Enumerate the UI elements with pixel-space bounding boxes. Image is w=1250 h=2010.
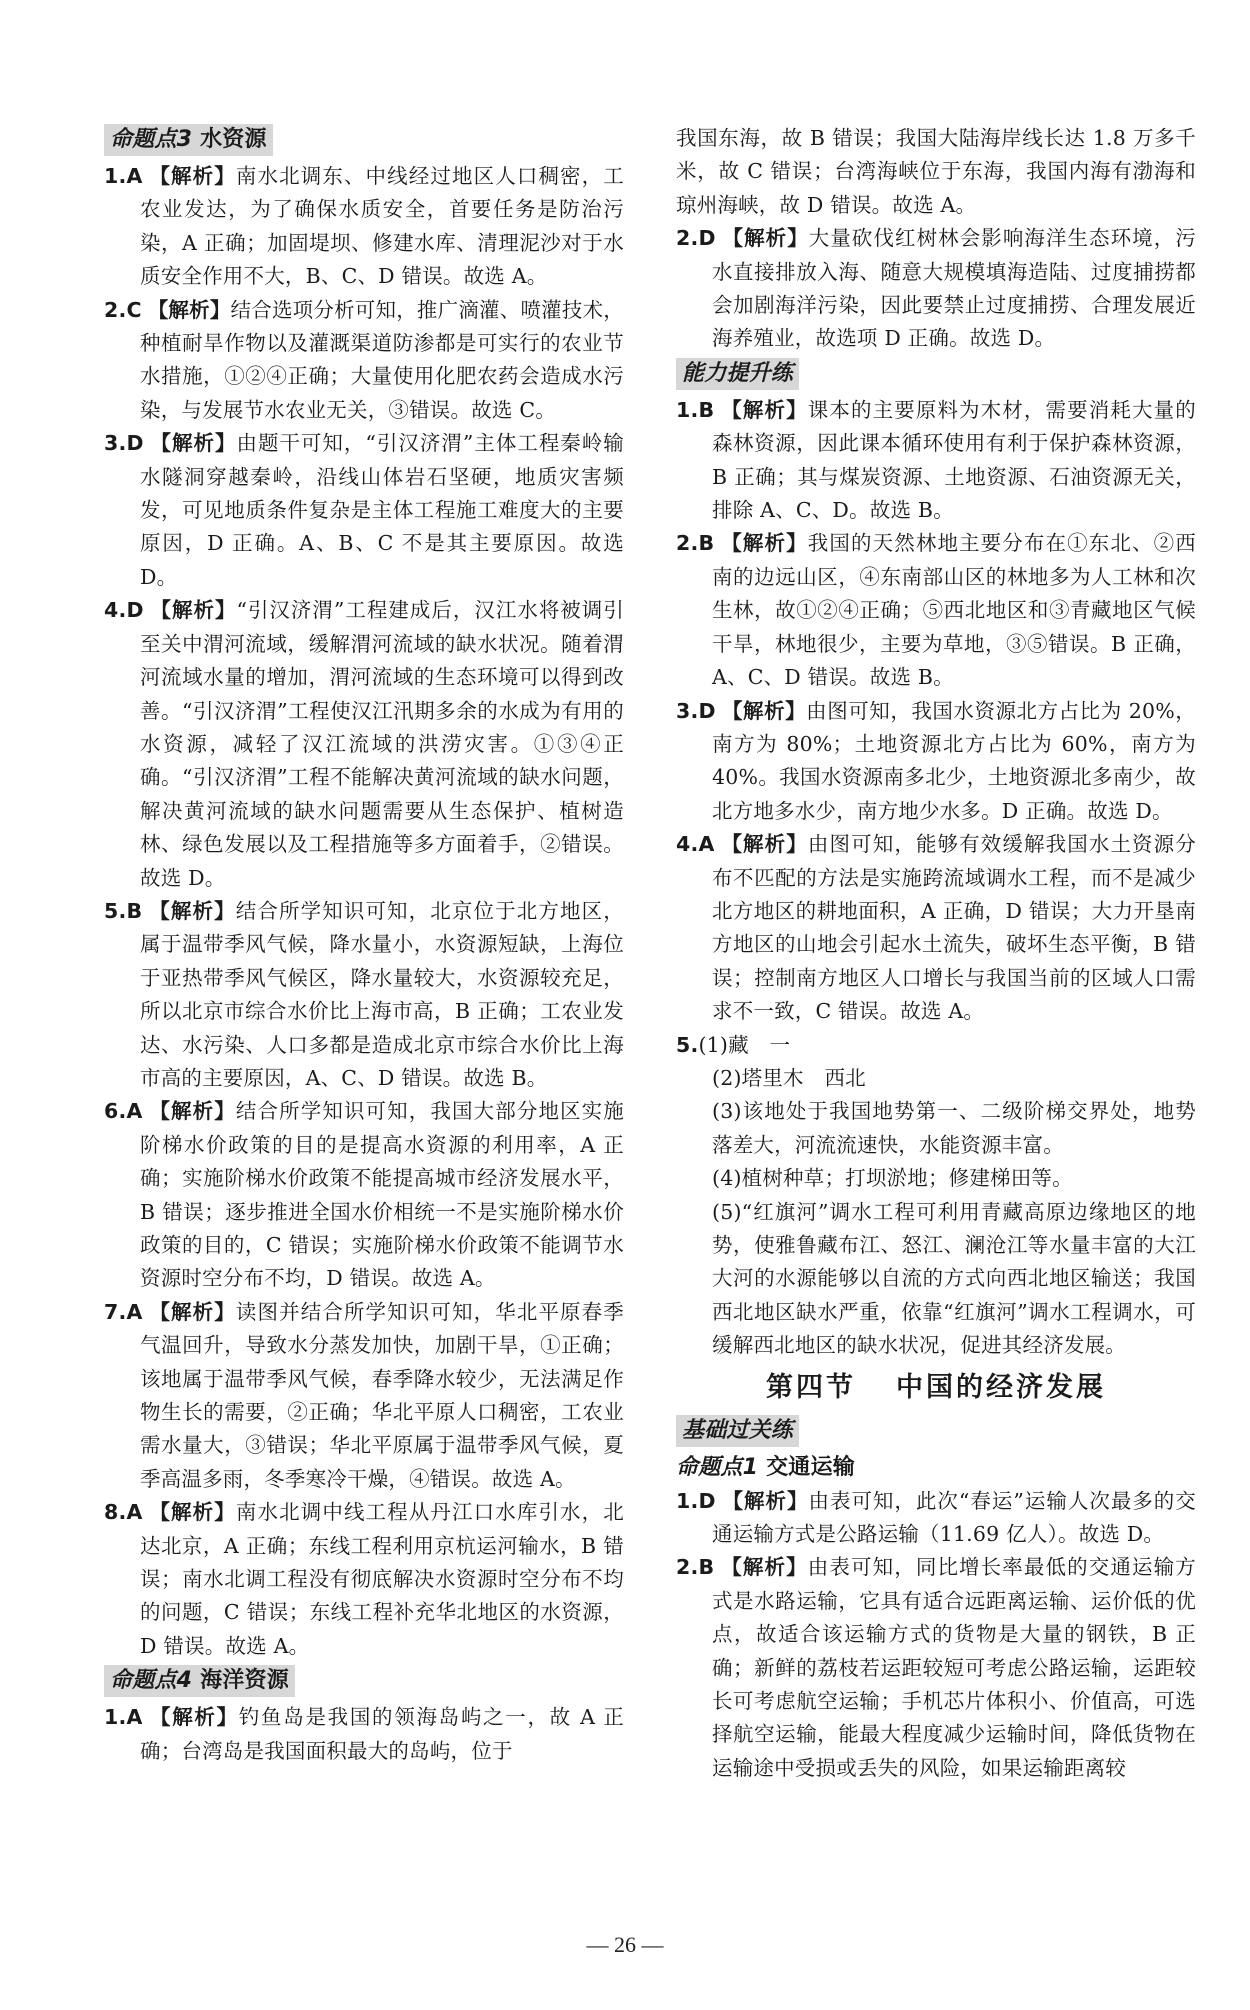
question-number: 2.C — [104, 297, 142, 322]
right-column — [676, 122, 1196, 1785]
question-number: 2.B — [676, 1555, 715, 1580]
question-number: 1.D — [676, 1488, 716, 1513]
answer-text: 由题干可知，“引汉济渭”主体工程秦岭输水隧洞穿越秦岭，沿线山体岩石坚硬，地质灾害频发，可见地质条件复杂是主体工程施工难度大的主要原因，D 正确。A、B、C 不是其主要原因。故选 D。 — [140, 431, 624, 589]
question-number: 2.B — [676, 531, 715, 556]
question-number: 3.D — [104, 431, 144, 456]
answer-list-ocean-continued — [676, 222, 1196, 356]
answer-item — [104, 1296, 624, 1496]
q5-line-1: (1)藏 一 — [698, 1032, 791, 1057]
analysis-tag: 【解析】 — [148, 1705, 239, 1730]
answer-text: 由图可知，能够有效缓解我国水土资源分布不匹配的方法是实施跨流域调水工程，而不是减少北方地区的耕地面积，A 正确，D 错误；大力开垦南方地区的山地会引起水土流失，破坏生态平衡，B 错误；控制南方地区人口增长与我国当前的区域人口需求不一致，C 错误。故选 A。 — [712, 832, 1196, 1024]
analysis-tag: 【解析】 — [148, 164, 236, 188]
q5-line-5: (5)“红旗河”调水工程可利用青藏高原边缘地区的地势，使雅鲁藏布江、怒江、澜沧江等水量丰富的大江大河的水源能够以自流的方式向西北地区输送；我国西北地区缺水严重，依靠“红旗河”调水工程调水，可缓解西北地区的缺水状况，促进其经济发展。 — [712, 1199, 1196, 1358]
answer-item — [104, 294, 624, 428]
answer-item — [676, 695, 1196, 829]
ability-header — [676, 358, 799, 390]
answer-item — [104, 1496, 624, 1663]
question-number: 5.B — [104, 898, 143, 923]
analysis-tag: 【解析】 — [720, 1555, 808, 1580]
answer-text: 大量砍伐红树林会影响海洋生态环境，污水直接排放入海、随意大规模填海造陆、过度捕捞都会加剧海洋污染，因此要禁止过度捕捞、合理发展近海养殖业，故选项 D 正确。故选 D。 — [712, 226, 1196, 351]
topic-label: 命题点3 — [110, 127, 193, 152]
answer-text: 结合所学知识可知，我国大部分地区实施阶梯水价政策的目的是提高水资源的利用率，A 正确；实施阶梯水价政策不能提高城市经济发展水平，B 错误；逐步推进全国水价相统一不是实施阶梯水价政策的目的，C 错误；实施阶梯水价政策不能调节水资源时空分布不均，D 错误。故选 A。 — [140, 1099, 624, 1291]
ability-label: 能力提升练 — [682, 360, 794, 386]
question-number: 6.A — [104, 1099, 143, 1124]
basic-header — [676, 1415, 799, 1447]
question-number: 5. — [676, 1032, 699, 1057]
analysis-tag: 【解析】 — [720, 531, 808, 556]
analysis-tag: 【解析】 — [721, 1488, 809, 1513]
answer-text: 由图可知，我国水资源北方占比为 20%，南方为 80%；土地资源北方占比为 60%，南方为 40%。我国水资源南多北少，土地资源北多南少，故北方地多水少，南方地少水多。D 正确。故选 D。 — [712, 698, 1196, 823]
topic-header-ocean — [104, 1665, 295, 1697]
answer-text: 读图并结合所学知识可知，华北平原春季气温回升，导致水分蒸发加快，加剧干旱，①正确；该地属于温带季风气候，春季降水较少，无法满足作物生长的需要，②正确；华北平原人口稠密，工农业需水量大，③错误；华北平原属于温带季风气候，夏季高温多雨，冬季寒冷干燥，④错误。故选 A。 — [140, 1299, 624, 1491]
answer-item — [676, 527, 1196, 694]
question-number: 1.A — [104, 164, 143, 188]
analysis-tag: 【解析】 — [721, 698, 807, 723]
analysis-tag: 【解析】 — [721, 226, 809, 251]
answer-item — [104, 160, 624, 294]
answer-text: “引汉济渭”工程建成后，汉江水将被调引至关中渭河流域，缓解渭河流域的缺水状况。随着渭河流域水量的增加，渭河流域的生态环境可以得到改善。“引汉济渭”工程使汉江汛期多余的水成为有用的水资源，减轻了汉江流域的洪涝灾害。①③④正确。“引汉济渭”工程不能解决黄河流域的缺水问题，解决黄河流域的缺水问题需要从生态保护、植树造林、绿色发展以及工程措施等多方面着手，②错误。故选 D。 — [140, 598, 624, 890]
question-number: 3.D — [676, 698, 716, 723]
answer-text: 南水北调中线工程从丹江口水库引水，北达北京，A 正确；东线工程利用京杭运河输水，B 错误；南水北调工程没有彻底解决水资源时空分布不均的问题，C 错误；东线工程补充华北地区的水资源，D 错误。故选 A。 — [140, 1500, 624, 1658]
q5-line-3: (3)该地处于我国地势第一、二级阶梯交界处，地势落差大，河流流速快，水能资源丰富。 — [712, 1099, 1196, 1157]
topic-name: 海洋资源 — [200, 1668, 289, 1694]
answer-item — [676, 1551, 1196, 1785]
answer-list-ocean — [104, 1701, 624, 1768]
answer-item — [676, 828, 1196, 1028]
answer-item — [676, 222, 1196, 356]
question-number: 4.A — [676, 832, 715, 857]
page-number: — 26 — — [586, 1932, 664, 1957]
analysis-tag: 【解析】 — [147, 297, 231, 322]
topic-header-water — [104, 124, 273, 156]
continued-text: 我国东海，故 B 错误；我国大陆海岸线长达 1.8 万多千米，故 C 错误；台湾海峡位于东海，我国内海有渤海和琼州海峡，故 D 错误。故选 A。 — [676, 126, 1196, 217]
answer-item — [676, 394, 1196, 528]
q5-line-4: (4)植树种草；打坝淤地；修建梯田等。 — [712, 1166, 1073, 1191]
answer-text: 南水北调东、中线经过地区人口稠密，工农业发达，为了确保水质安全，首要任务是防治污染，A 正确；加固堤坝、修建水库、清理泥沙对于水质安全作用不大，B、C、D 错误。故选 A。 — [140, 164, 624, 289]
answer-item — [104, 427, 624, 594]
topic-name: 交通运输 — [766, 1454, 855, 1480]
answer-text: 我国的天然林地主要分布在①东北、②西南的边远山区，④东南部山区的林地多为人工林和次生林，故①②④正确；⑤西北地区和③青藏地区气候干旱，林地很少，主要为草地，③⑤错误。B 正确，A、C、D 错误。故选 B。 — [712, 531, 1196, 690]
chapter-number: 第四节 — [766, 1371, 856, 1403]
chapter-name: 中国的经济发展 — [896, 1371, 1106, 1403]
analysis-tag: 【解析】 — [149, 431, 237, 456]
answer-list-transport — [676, 1485, 1196, 1786]
answer-item — [104, 594, 624, 895]
q5-line-2: (2)塔里木 西北 — [712, 1065, 866, 1090]
answer-item — [104, 1095, 624, 1295]
answer-item — [104, 1701, 624, 1768]
question-number: 8.A — [104, 1500, 143, 1525]
chapter-title — [676, 1363, 1196, 1413]
answer-text: 钓鱼岛是我国的领海岛屿之一，故 A 正确；台湾岛是我国面积最大的岛屿，位于 — [140, 1705, 624, 1763]
topic-header-transport — [676, 1451, 1196, 1485]
analysis-tag: 【解析】 — [148, 1299, 236, 1324]
answer-text: 由表可知，此次“春运”运输人次最多的交通运输方式是公路运输（11.69 亿人）。故选 D。 — [712, 1488, 1196, 1547]
question-number: 2.D — [676, 226, 716, 251]
analysis-tag: 【解析】 — [720, 397, 808, 422]
answer-list-ability — [676, 394, 1196, 1029]
topic-label: 命题点1 — [676, 1454, 759, 1480]
left-column — [104, 122, 624, 1768]
analysis-tag: 【解析】 — [720, 832, 808, 857]
question-number: 1.A — [104, 1705, 143, 1730]
topic-name: 水资源 — [200, 127, 267, 152]
answer-text: 结合所学知识可知，北京位于北方地区，属于温带季风气候，降水量小，水资源短缺，上海位于亚热带季风气候区，降水量较大，水资源较充足，所以北京市综合水价比上海市高，B 正确；工农业发达、水污染、人口多都是造成北京市综合水价比上海市高的主要原因，A、C、D 错误。故选 B。 — [140, 898, 624, 1090]
basic-label: 基础过关练 — [682, 1417, 794, 1443]
question-number: 7.A — [104, 1299, 143, 1324]
answer-text: 由表可知，同比增长率最低的交通运输方式是水路运输，它具有适合远距离运输、运价低的优点，故适合该运输方式的货物是大量的钢铁，B 正确；新鲜的荔枝若运距较短可考虑公路运输，运距较长可考虑航空运输；手机芯片体积小、价值高，可选择航空运输，能最大程度减少运输时间，降低货物在运输途中受损或丢失的风险，如果运输距离较 — [712, 1555, 1196, 1780]
analysis-tag: 【解析】 — [149, 598, 237, 623]
question-number: 4.D — [104, 598, 144, 623]
topic-label: 命题点4 — [110, 1668, 193, 1694]
answer-list-water — [104, 160, 624, 1663]
answer-item — [676, 1485, 1196, 1552]
answer-text: 课本的主要原料为木材，需要消耗大量的森林资源，因此课本循环使用有利于保护森林资源，B 正确；其与煤炭资源、土地资源、石油资源无关，排除 A、C、D。故选 B。 — [712, 397, 1196, 523]
answer-text: 结合选项分析可知，推广滴灌、喷灌技术，种植耐旱作物以及灌溉渠道防渗都是可实行的农业节水措施，①②④正确；大量使用化肥农药会造成水污染，与发展节水农业无关，③错误。故选 C。 — [140, 297, 624, 422]
question-5 — [676, 1029, 1196, 1062]
analysis-tag: 【解析】 — [148, 1099, 236, 1124]
answer-item — [104, 895, 624, 1095]
analysis-tag: 【解析】 — [148, 898, 236, 923]
question-number: 1.B — [676, 397, 715, 422]
analysis-tag: 【解析】 — [148, 1500, 236, 1525]
